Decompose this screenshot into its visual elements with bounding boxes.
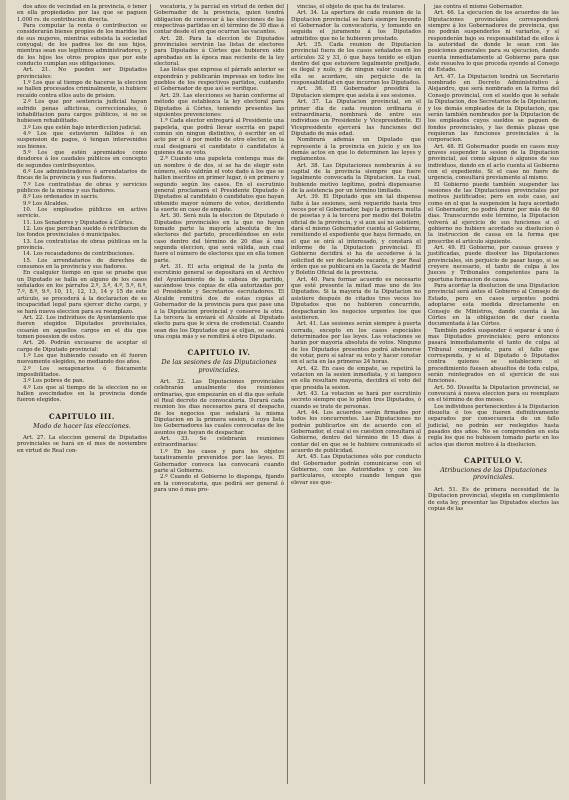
paragraph: 14. Los recaudadores de contribuciones.: [23, 251, 135, 258]
paragraph: Art. 43. La votacion se hará por escrutinio secreto siempre que lo piden tres Diputados, ó cuando se trate de personas.: [291, 390, 421, 410]
paragraph: Las listas que expresa el párrafo anterior se expondrán y publicarán impresas en todos los pueblos de los respectivos partidos, cuidando el Gobernador de que así se verifique.: [154, 67, 284, 93]
paragraph: Art. 46. La ejecucion de los acuerdos de las Diputaciones provinciales corresponderá siempre á los Gobernadores de provincia, que no podrán suspenderlos ni variarlos, y sí responderán bajo su responsabilidad de ellos á la autoridad de donde le sean con las posiciones generales para su ejecucion, dando cuenta inmediatamente al Gobierno para que éste resuelva lo que proceda oyendo al Consejo de Estado.: [428, 10, 559, 74]
column-1: [14, 4, 151, 784]
paragraph: Art. 34. La apertura de cada reunion de la Diputacion provincial se hará siempre leyendo el Gobernador la convocatoria, y tomando en seguida el juramento á los Diputados admitidos que no le hubieren prestado.: [291, 10, 421, 42]
column-1-body: [17, 4, 147, 404]
paragraph: Para computar la renta ó contribucion se considerarán bienes propios de los maridos los de sus mujeres, mientras subsista la sociedad conyugal; de los padres los de sus hijos, mientras sean sus legítimos administradores, y de los hijos los otros propios que por este conducto cumplan sus obligaciones.: [17, 23, 147, 68]
paragraph: 4.º Los que al tiempo de la eleccion no se hallen avecindados en la provincia donde fueron elegidos.: [17, 384, 147, 404]
paragraph: Art. 51. Es de primera necesidad de la Diputacion provincial, elegida en cumplimiento de esta ley, presentar las Diputados electos las copias de las: [428, 486, 559, 512]
paragraph: Art. 33. Se celebrarán reuniones extraordinarias:: [154, 436, 284, 449]
column-1-after: [17, 435, 147, 454]
paragraph: Art. 21. No pueden ser Diputados provinciales:: [17, 67, 147, 80]
column-4: [425, 4, 562, 784]
paragraph: 13. Los contratistas de obras públicas en la provincia.: [17, 238, 147, 252]
paragraph: Art. 22. Los individuos de Ayuntamiento que fueren elegidos Diputados provinciales, cesarán en aquellos cargos en el dia que tomen posesion de estos.: [17, 314, 147, 340]
chapter-subtitle: De las sesiones de las Diputaciones provinciales.: [161, 358, 277, 374]
paragraph: 2.º Los que por sentencia judicial hayan sufrido penas aflictivas, correccionales, ó inhabilitacion para cargos públicos, si no se hubiesen rehabilitado.: [17, 99, 147, 125]
paragraph: Art. 35. Cada reunion de Diputacion provincial fuera de los casos señalados en los artículos 32 y 33, ó que haya tenido se elijan dentro del que estuviere legalmente prefijado, es ilegal y nulo, y de ningun valor cuanto en ella se acordare, sin perjuicio de la responsabilidad en que incurran los Diputados.: [291, 42, 421, 87]
paragraph: Art. 48. El Gobernador puede en casos muy graves suspender la sesion de la Diputacion provincial, así como alguno ó algunos de sus individuos, dando en el acto cuenta al Gobierno con el expediente. Si el caso no fuere de urgencia, consultará previamente al mismo.: [428, 143, 559, 182]
paragraph: Art. 44. Los acuerdos serán firmados por todos los concurrentes. Las Diputaciones no podrán publicarlos sin de acuerdo con el Gobernador, el cual si es cuestion consultará al Gobierno, dentro del término de 15 dias á contar del en que se le hubiere comunicado el acuerdo de publicidad.: [291, 410, 421, 455]
column-2: [151, 4, 288, 784]
paragraph: El Gobierno puede también suspender las sesiones de las Diputaciones provinciales por motivos justificados; pero en este caso, así como en el que la suspension la haya acordado el Gobernador, no podrá durar por más de 60 dias. Transcurrido este término, la Diputacion volverá al ejercicio de sus funciones si el gobierno no hubiere acordado su disolucion ó la instruccion de causa en la forma que prescribe el artículo siguiente.: [428, 181, 559, 245]
paragraph: Art. 29. Las elecciones se harán conforme al método que establezca la ley electoral para Diputados á Córtes, teniendo presentes las siguientes prevenciones:: [154, 92, 284, 118]
paragraph: 9.º Los Alcaldes.: [23, 200, 69, 207]
paragraph: 15. Los arrendatarios de derechos de consumos en la provincia y sus fiadores.: [17, 257, 147, 271]
paragraph: dos años de vecindad en la provincia, ó tener en ella propiedades por las que se paguen 1.000 rs. de contribucion directa.: [17, 4, 147, 23]
paragraph: 1.º Los que al tiempo de hacerse la eleccion se hallen procesados criminalmente, si hubiere recaído contra ellos auto de prision.: [17, 80, 147, 99]
paragraph: Los individuos pertenecientes á la Diputacion disuelta ó los que fueren definitivamente separados por consecuencia de un fallo judicial, no podrán ser reelegidos hasta pasados dos años. No se comprenden en esta regla los que no hubiesen tomado parte en los actos que dieron motivo á la disolucion.: [428, 403, 559, 448]
column-4-body: [428, 4, 559, 448]
paragraph: Art. 38. Las Diputaciones nombrarán á su capital de la provincia siempre que fuere legalmente convocada la Diputacion. La cual, hubiendo motivo legítimo, podrá dispensarse de la asistencia por un término limitado.: [291, 162, 421, 194]
paragraph: 8.º Los ordenados in sacris.: [23, 194, 99, 201]
paragraph: vincias, el objeto de que ha de tratarse.: [297, 4, 406, 10]
paragraph: 11. Los Senadores y Diputados á Córtes.: [23, 219, 135, 226]
paragraph: Nombrará además un Diputado que represente á la provincia en juicio y en los demás actos en que lo determinen las leyes y reglamentos.: [291, 137, 421, 163]
paragraph: 12. Los que perciban sueldo ó retribucion de los fondos provinciales ó municipales.: [17, 226, 147, 239]
paragraph: 4.º Los que estuvieren fallidos ó en suspension de pagos, ó tengan intervenidos sus bienes.: [17, 130, 147, 150]
paragraph: Para acordar la disolucion de una Diputacion provincial será antes el Gobierno al Consejo de Estado, pero en casos urgentes podrá adoptarse esta medida directamente en Consejo de Ministros, dando cuenta á las Córtes en la obligacion de dar cuenta documentada á las Córtes.: [428, 283, 559, 328]
paragraph: Art. 31. El acta original de la junta de escrutinio general se depositará en el Archivo del Ayuntamiento de la cabeza de partido, sacándose tres copias de ella autorizadas por el Presidente y Secretarios escrutadores. El Alcalde remitirá dos de estas copias al Gobernador de la provincia para que pase una á la Diputacion provincial y conserve la otra. La tercera la enviará el Alcalde al Diputado electo para que le sirva de credencial. Cuando sean dos los Diputados que se elijan, se sacará una copia más y se remitirá á otro Diputado.: [154, 264, 284, 340]
column-3: [288, 4, 425, 784]
paragraph: 1.ª Cada elector entregará al Presidente una papeleta, que podrá llevar escrita en papel común sin ningun distintivo, ó escribir en el acto por sí ó por medio de otro elector, en la cual designará el candidato ó candidatos á quienes da su voto.: [154, 118, 284, 156]
paragraph: También podrá suspender ó separar á uno ó mas Diputados provinciales; pero entonces pasará inmediatamente el tanto de culpa al Tribunal competente, para el fallo que corresponda, y si el Diputado ó Diputados contra quienes se estableciere el procedimiento fuesen absueltos de toda culpa, serán reintegrados en el ejercicio de sus funciones.: [428, 327, 559, 385]
paragraph: Art. 40. Para formar acuerdo es necesario que esté presente la mitad mas uno de los Diputados. Si la mayoría de la Diputacion no asistiere después de citados tres veces los Diputados que no hubieren concurrido, despacharán los negocios urgentes los que asistieren.: [291, 276, 421, 321]
column-4-after: [428, 487, 559, 512]
chapter-subtitle: Atribuciones de las Diputaciones provinciales.: [440, 466, 547, 482]
paragraph: jas contra el mismo Gobernador.: [434, 4, 523, 10]
paragraph: Art. 37. La Diputacion provincial, en el primer dia de cada reunion ordinaria ó extraordinaria, nombrará de entre sus individuos un Presidente y Vicepresidente. El Vicepresidente ejercerá las funciones del Diputado de más edad.: [291, 99, 421, 137]
paragraph: Art. 42. En caso de empate, se repetirá la votacion en la sesion inmediata, y si tampoco en ella resultare mayoría, decidirá el voto del que presida la sesion.: [291, 365, 421, 391]
paragraph: Art. 47. La Diputacion tendrá un Secretario nombrado en Decreto Administrativo á Alejandro, que será nombrado en la forma del Consejo provincial, con el sueldo que le señale la Diputacion, dos Secretarios de la Diputacion, y los demás empleados de la Diputacion, que serán también nombrados por la Diputacion de los empleados cuyos sueldos se paguen de fondos provinciales, y las demás plazas que requieran las funciones provinciales á la corporacion.: [428, 73, 559, 144]
paragraph: 5.º Los que estén apremiados como deudores á los caudales públicos en concepto de segundos contribuyentes.: [17, 149, 147, 169]
text-columns: [14, 4, 563, 784]
paragraph: 2.ª Cuando una papeleta contenga mas de un nombre ó de dos, si se ha de elegir este número, solo valdrán el voto dado á los que se hallen inscritos en primer lugar, ó en primero y segundo según los casos. En el escrutinio general proclamará el Presidente Diputado ó Diputados al candidato ó candidatos que hayan obtenido mayor número de votos, decidiendo la suerte en caso de empate.: [154, 156, 284, 213]
paragraph: 1.º Los que hubiendo cesado en él fueren nuevamente elegidos, no mediando dos años.: [17, 352, 147, 366]
paragraph: 2.º Cuando el Gobierno lo disponga, fijando en la convocatoria, que pedirá ser general ó para uno ó mas pro-: [154, 474, 284, 493]
paragraph: Art. 28. Para la eleccion de Diputados provinciales servirán las listas de electores para Diputados á Córtes que hubieren sido aprobadas en la época mas reciente de la ley electoral.: [154, 35, 284, 68]
paragraph: 10. Los empleados públicos en activo servicio.: [17, 207, 147, 220]
paragraph: Art. 49. El Gobierno, por causas graves y justificadas, puede disolver las Diputaciones provinciales, sin perjuicio de pasar luego, si se creyere necesario, el tanto de culpa á los Jueces y Tribunales competentes para la oportuna formacion de causa.: [428, 245, 559, 283]
paragraph: Art. 50. Disuelta la Diputacion provincial, se convocará á nueva eleccion para su reemplazo en el término de dos meses.: [428, 384, 559, 404]
column-3-body: [291, 4, 421, 486]
paragraph: 2.º Los sexagenarios ó físicamente imposibilitados.: [17, 365, 147, 378]
paragraph: 3.º Los pobres de pan.: [23, 378, 85, 385]
paragraph: Art. 36. El Gobernador presidirá la Diputacion siempre que asista á sus sesiones.: [291, 86, 421, 99]
chapter-heading: CAPITULO IV.: [187, 348, 251, 358]
paragraph: 1.º En los casos y para los objetos taxativamente prevenidos por las leyes. El Gobernador convoca las convocará cuando parte al Gobierno.: [154, 448, 284, 474]
paragraph: Art. 30. Será nula la eleccion de Diputado ó Diputados provinciales en la que no hayan tomado parte la mayoría absoluta de los electores del partido, procediéndose en este caso dentro del término de 20 dias á una segunda eleccion, que será válida, aun cual fuere el número de electores que en ella tomen parte.: [154, 213, 284, 264]
paragraph: 3.º Los que estén bajo interdiccion judicial.: [23, 124, 142, 131]
chapter-subtitle: Modo de hacer las elecciones.: [33, 421, 131, 430]
paragraph: Art. 32. Las Diputaciones provinciales celebrarán anualmente dos reuniones ordinarias, que empezarán en el dia que señale el Real decreto de convocatoria. Durará cada reunion los dias necesarios para el despacho de los negocios que señalará la misma Diputacion en la primera sesion, ó cuya lista los Gobernadores las cuales convocadas de los asuntos que hayan de despachar.: [154, 379, 284, 436]
paragraph: vocatoria, y la parcial en virtud de órden del Gobernador de la provincia, quien tendrá obligacion de convocar á las elecciones de las respectivas partidas en el término de 30 dias á contar desde el en que ocurran las vacantes.: [154, 4, 284, 36]
paragraph: Art. 39. El Diputado que sin tal dispensa falte á las sesiones, será requerido hasta tres veces por el Gobernador, bajo la primera multa de pesetas y á la tercera por medio del Boletin oficial de la provincia, y si aun así no asistiere, dará el mismo Gobernador cuenta al Gobierno, remitiendo el expediente que haya formado, en el que se oirá al interesado, y constará el informe de la Diputacion provincial. El Gobierno decidirá si ha de accederse á la solicitud de ser declarado vacante, y por Real órden que se publicará en la Gaceta de Madrid y Boletin Oficial de la provincia.: [291, 194, 421, 277]
page-edge: [0, 0, 6, 800]
paragraph: Art. 41. Las sesiones serán siempre á puerta cerrada, excepto en los casos especiales determinados por las leyes. Las votaciones se harán por mayoría absoluta de votos. Ninguno de los Diputados presentes podrá abstenerse de votar, pero sí salvar su voto y hacer constar en el acta en las primeras 24 horas.: [291, 321, 421, 366]
column-2-after: [154, 379, 284, 493]
paragraph: Art. 45. Las Diputaciones sólo por conducto del Gobernador podrán comunicarse con el Gobierno, con las Autoridades y con los particulares, excepto cuando tengan que elevar sus que-: [291, 454, 421, 486]
chapter-heading: CAPITULO III.: [49, 411, 115, 421]
paragraph: Art. 27. La eleccion general de Diputados provinciales se hará en el mes de noviembre en virtud de Real con-: [17, 435, 147, 454]
paragraph: 6.º Los administradores ó arrendatarios de fincas de la provincia y sus fiadores.: [17, 168, 147, 182]
column-2-body: [154, 4, 284, 340]
chapter-heading: CAPITULO V.: [464, 456, 523, 466]
paragraph: 7.º Los contratistas de obras y servicios públicos de la misma y sus fiadores.: [17, 181, 147, 194]
paragraph: Art. 26. Podrán excusarse de aceptar el cargo de Diputado provincial:: [17, 340, 147, 353]
paragraph: En cualquier tiempo en que se pruebe que un Diputado se halla en alguno de los casos señalados en los párrafos 2.º, 3.º, 4.º, 5.º, 6.º, 7.º, 8.º, 9.º, 10, 11, 12, 13, 14 y 15 de este artículo, se procederá á la declaracion de su incapacidad legal para ejercer dicho cargo, y se hará nueva eleccion para su reemplazo.: [17, 270, 147, 315]
